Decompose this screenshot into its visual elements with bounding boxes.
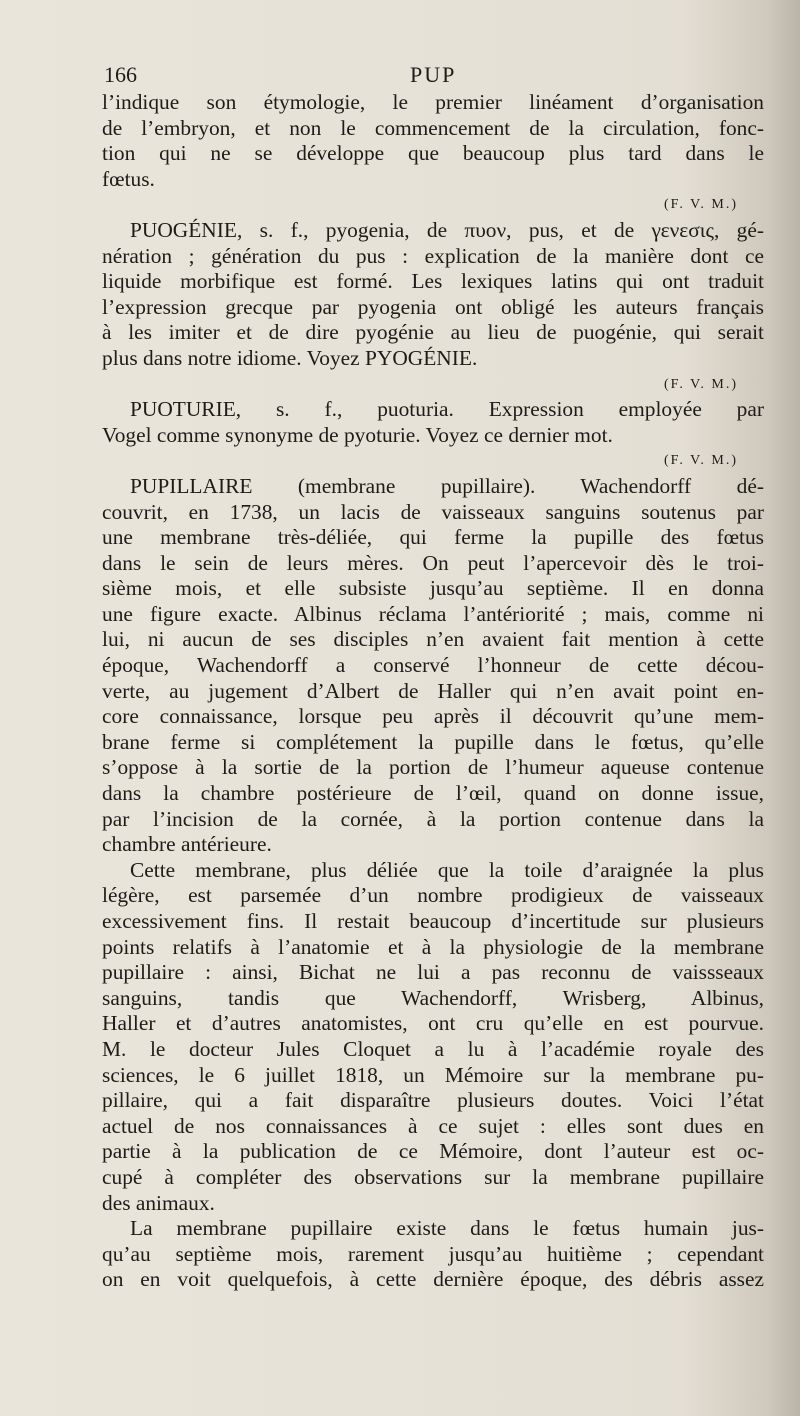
text-line: Vogel comme synonyme de pyoturie. Voyez ce dernier mot. (102, 422, 613, 447)
text-line: cupé à compléter des observations sur la membrane pupillaire (102, 1164, 764, 1189)
text-line: une figure exacte. Albinus réclama l’antériorité ; mais, comme ni (102, 601, 764, 626)
paragraph (102, 218, 764, 397)
paragraph (102, 397, 764, 474)
author-signature: (F. V. M.) (664, 453, 738, 469)
text-line: des animaux. (102, 1190, 215, 1215)
text-line: core connaissance, lorsque peu après il découvrit qu’une mem- (102, 704, 764, 729)
text-line: plus dans notre idiome. Voyez PYOGÉNIE. (102, 345, 478, 370)
text-line: couvrit, en 1738, un lacis de vaisseaux sanguins soutenus par (102, 499, 764, 524)
text-line: Cette membrane, plus déliée que la toile d’araignée la plus (130, 857, 764, 882)
text-line: fœtus. (102, 166, 155, 191)
text-line: actuel de nos connaissances à ce sujet : elles sont dues en (102, 1113, 764, 1138)
running-head: PUP (410, 62, 457, 87)
text-line: liquide morbifique est formé. Les lexiques latins qui ont traduit (102, 269, 764, 294)
text-line: excessivement fins. Il restait beaucoup d’incertitude sur plusieurs (102, 909, 764, 933)
text-line: par l’incision de la cornée, à la portion contenue dans la (102, 806, 764, 831)
paragraph (102, 1216, 764, 1293)
text-line: PUPILLAIRE (membrane pupillaire). Wachendorff dé- (130, 473, 764, 498)
page-number: 166 (104, 62, 137, 87)
author-signature: (F. V. M.) (664, 197, 738, 213)
text-line: PUOGÉNIE, s. f., pyogenia, de πυον, pus, et de γενεσις, gé- (130, 217, 764, 242)
text-line: on en voit quelquefois, à cette dernière époque, des débris assez (102, 1267, 764, 1292)
body-text (102, 90, 764, 1293)
text-line: PUOTURIE, s. f., puoturia. Expression employée par (130, 397, 764, 422)
text-line: La membrane pupillaire existe dans le fœtus humain jus- (130, 1216, 764, 1241)
text-line: lui, ni aucun de ses disciples n’en avaient fait mention à cette (102, 627, 764, 652)
text-line: nération ; génération du pus : explication de la manière dont ce (102, 243, 764, 268)
text-line: époque, Wachendorff a conservé l’honneur de cette décou- (102, 653, 764, 678)
text-line: Haller et d’autres anatomistes, ont cru qu’elle en est pourvue. (102, 1011, 764, 1036)
text-line: sanguins, tandis que Wachendorff, Wrisberg, Albinus, (102, 985, 764, 1010)
text-line: une membrane très-déliée, qui ferme la pupille des fœtus (102, 525, 764, 550)
text-line: de l’embryon, et non le commencement de la circulation, fonc- (102, 115, 764, 140)
text-line: légère, est parsemée d’un nombre prodigieux de vaisseaux (102, 883, 764, 908)
text-line: partie à la publication de ce Mémoire, dont l’auteur est oc- (102, 1139, 764, 1164)
page-header (102, 62, 764, 90)
text-line: M. le docteur Jules Cloquet a lu à l’académie royale des (102, 1036, 764, 1061)
text-line: pillaire, qui a fait disparaître plusieurs doutes. Voici l’état (102, 1088, 764, 1113)
text-line: l’expression grecque par pyogenia ont obligé les auteurs français (102, 294, 764, 319)
text-line: s’oppose à la sortie de la portion de l’humeur aqueuse contenue (102, 755, 764, 780)
author-signature: (F. V. M.) (664, 376, 738, 392)
text-line: dans le sein de leurs mères. On peut l’apercevoir dès le troi- (102, 550, 764, 575)
text-line: à les imiter et de dire pyogénie au lieu de puogénie, qui serait (102, 320, 764, 345)
text-line: brane ferme si complétement la pupille dans le fœtus, qu’elle (102, 729, 764, 754)
text-line: tion qui ne se développe que beaucoup plus tard dans le (102, 141, 764, 166)
text-line: qu’au septième mois, rarement jusqu’au huitième ; cependant (102, 1241, 764, 1266)
text-line: verte, au jugement d’Albert de Haller qui n’en avait point en- (102, 678, 764, 703)
paragraph (102, 474, 764, 858)
paragraph (102, 90, 764, 218)
text-line: pupillaire : ainsi, Bichat ne lui a pas reconnu de vaissseaux (102, 960, 764, 985)
text-line: l’indique son étymologie, le premier linéament d’organisation (102, 90, 764, 114)
paragraph (102, 858, 764, 1216)
page-text (102, 62, 764, 1293)
text-line: sième mois, et elle subsiste jusqu’au septième. Il en donna (102, 576, 764, 601)
text-line: sciences, le 6 juillet 1818, un Mémoire sur la membrane pu- (102, 1062, 764, 1087)
text-line: dans la chambre postérieure de l’œil, quand on donne issue, (102, 781, 764, 806)
text-line: chambre antérieure. (102, 832, 272, 857)
text-line: points relatifs à l’anatomie et à la physiologie de la membrane (102, 934, 764, 959)
